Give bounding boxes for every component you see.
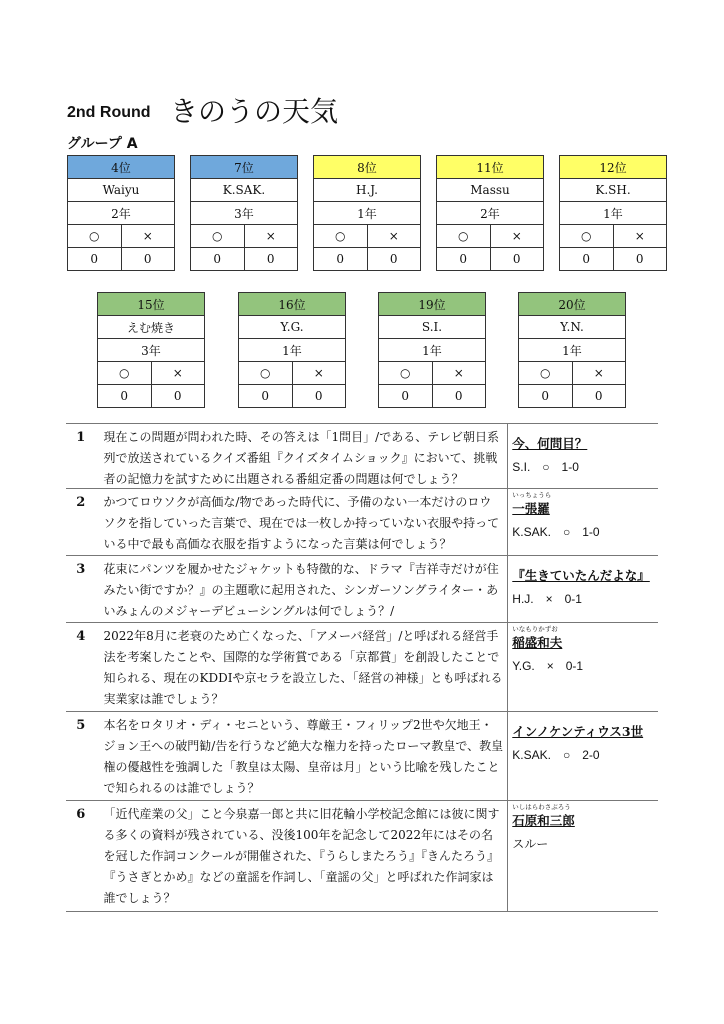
correct-mark-label: ○ [379, 362, 433, 385]
rank-cell: 12位 [560, 156, 667, 179]
wrong-mark-label: × [490, 225, 544, 248]
correct-count: 0 [314, 248, 368, 271]
wrong-mark-label: × [613, 225, 667, 248]
wrong-count: 0 [121, 248, 175, 271]
player-name: Y.N. [519, 316, 626, 339]
wrong-mark-label: × [572, 362, 626, 385]
player-grade: 3年 [98, 339, 205, 362]
rank-cell: 16位 [239, 293, 346, 316]
player-card [313, 155, 421, 271]
player-name: Y.G. [239, 316, 346, 339]
player-name: K.SH. [560, 179, 667, 202]
answer-ruby: いっちょうら [512, 491, 552, 499]
correct-mark-label: ○ [437, 225, 491, 248]
answer-text: 石原和三郎 [512, 813, 575, 828]
rank-cell: 4位 [68, 156, 175, 179]
answer-text: インノケンティウス3世 [512, 724, 644, 739]
answer-ruby: いしはらわさぶろう [512, 803, 571, 811]
page-title: きのうの天気 [170, 95, 339, 128]
wrong-count: 0 [572, 385, 626, 408]
player-card [436, 155, 544, 271]
wrong-count: 0 [244, 248, 298, 271]
player-card [67, 155, 175, 271]
answer-cell [508, 489, 658, 555]
correct-count: 0 [98, 385, 152, 408]
answer-result: K.SAK. ○ 1-0 [512, 525, 600, 539]
answer-ruby [512, 427, 658, 434]
wrong-mark-label: × [244, 225, 298, 248]
player-card [378, 292, 486, 408]
correct-count: 0 [519, 385, 573, 408]
correct-count: 0 [379, 385, 433, 408]
wrong-mark-label: × [432, 362, 486, 385]
answer-result: Y.G. × 0-1 [512, 659, 584, 673]
rank-cell: 8位 [314, 156, 421, 179]
question-row [66, 801, 658, 912]
answer-ruby: いなもりかずお [512, 625, 558, 633]
player-grade: 2年 [68, 202, 175, 225]
answer-result: スルー [512, 837, 549, 851]
question-text: かつてロウソクが高価な/物であった時代に、予備のない一本だけのロウソクを指していった言葉で、現在では一枚しか持っていない衣服や持っている中で最も高価な衣服を指すようになった言葉は何でしょう？ [96, 489, 509, 555]
answer-result: K.SAK. ○ 2-0 [512, 748, 600, 762]
correct-mark-label: ○ [98, 362, 152, 385]
answer-result: H.J. × 0-1 [512, 592, 582, 606]
question-row [66, 556, 658, 623]
correct-count: 0 [68, 248, 122, 271]
rank-cell: 20位 [519, 293, 626, 316]
wrong-count: 0 [432, 385, 486, 408]
player-grade: 1年 [239, 339, 346, 362]
player-name: S.I. [379, 316, 486, 339]
player-card [97, 292, 205, 408]
correct-count: 0 [560, 248, 614, 271]
player-card [559, 155, 667, 271]
correct-mark-label: ○ [314, 225, 368, 248]
player-name: Massu [437, 179, 544, 202]
player-card [518, 292, 626, 408]
player-card [238, 292, 346, 408]
question-row [66, 712, 658, 801]
question-number: 5 [76, 718, 86, 733]
player-name: K.SAK. [191, 179, 298, 202]
question-row [66, 623, 658, 712]
wrong-count: 0 [151, 385, 205, 408]
rank-cell: 11位 [437, 156, 544, 179]
answer-cell [508, 801, 658, 911]
wrong-count: 0 [367, 248, 421, 271]
player-grade: 1年 [519, 339, 626, 362]
question-text: 現在この問題が問われた時、その答えは「1問目」/である、テレビ朝日系列で放送されているクイズ番組『クイズタイムショック』において、挑戦者の記憶力を試すために出題される番組定番の問題は何でしょう？ [96, 424, 509, 488]
correct-mark-label: ○ [239, 362, 293, 385]
answer-ruby [512, 559, 658, 566]
round-label: 2nd Round [67, 104, 151, 121]
question-number: 6 [76, 807, 86, 822]
wrong-mark-label: × [151, 362, 205, 385]
wrong-count: 0 [490, 248, 544, 271]
question-text: 花束にパンツを履かせたジャケットも特徴的な、ドラマ『吉祥寺だけが住みたい街ですか？』の主題歌に起用された、シンガーソングライター・あいみょんのメジャーデビューシングルは何でしょう？/ [96, 556, 509, 622]
answer-text: 今、何問目？ [512, 436, 588, 451]
question-number: 1 [76, 430, 86, 445]
answer-cell [508, 424, 658, 488]
player-grade: 1年 [379, 339, 486, 362]
rank-cell: 19位 [379, 293, 486, 316]
wrong-count: 0 [292, 385, 346, 408]
player-grade: 1年 [314, 202, 421, 225]
player-name: えむ焼き [98, 316, 205, 339]
player-grade: 3年 [191, 202, 298, 225]
correct-count: 0 [437, 248, 491, 271]
question-text: 本名をロタリオ・ディ・セニという、尊厳王・フィリップ2世や欠地王・ジョン王への破門勧/告を行うなど絶大な権力を持ったローマ教皇で、教皇権の優越性を強調した「教皇は太陽、皇帝は月」という比喩を残したことで知られるのは誰でしょう？ [96, 712, 509, 800]
correct-count: 0 [239, 385, 293, 408]
question-number: 3 [76, 562, 86, 577]
answer-cell [508, 712, 658, 800]
wrong-count: 0 [613, 248, 667, 271]
wrong-mark-label: × [367, 225, 421, 248]
player-grade: 1年 [560, 202, 667, 225]
question-list [66, 423, 658, 912]
answer-text: 稲盛和夫 [512, 635, 563, 650]
question-row [66, 424, 658, 489]
correct-mark-label: ○ [519, 362, 573, 385]
answer-text: 『生きていたんだよな』 [512, 568, 650, 583]
player-grade: 2年 [437, 202, 544, 225]
answer-text: 一張羅 [512, 501, 550, 516]
answer-ruby [512, 715, 658, 722]
answer-cell [508, 556, 658, 622]
question-text: 2022年8月に老衰のため亡くなった、「アメーバ経営」/と呼ばれる経営手法を考案したことや、国際的な学術賞である「京都賞」を創設したことで知られる、現在のKDDIや京セラを設立した、「経営の神様」とも呼ばれる実業家は誰でしょう？ [96, 623, 509, 711]
rank-cell: 15位 [98, 293, 205, 316]
group-label: グループ A [67, 136, 138, 152]
correct-mark-label: ○ [191, 225, 245, 248]
player-name: Waiyu [68, 179, 175, 202]
answer-cell [508, 623, 658, 711]
correct-mark-label: ○ [560, 225, 614, 248]
player-name: H.J. [314, 179, 421, 202]
wrong-mark-label: × [121, 225, 175, 248]
correct-count: 0 [191, 248, 245, 271]
rank-cell: 7位 [191, 156, 298, 179]
question-number: 4 [76, 629, 86, 644]
correct-mark-label: ○ [68, 225, 122, 248]
question-row [66, 489, 658, 556]
wrong-mark-label: × [292, 362, 346, 385]
player-card [190, 155, 298, 271]
question-text: 「近代産業の父」こと今泉嘉一郎と共に旧花輪小学校記念館には彼に関する多くの資料が残されている、没後100年を記念して2022年にはその名を冠した作詞コンクールが開催された、『うらしまたろう』『きんたろう』『うさぎとかめ』などの童謡を作詞し、「童謡の父」と呼ばれた作詞家は誰でしょう？ [96, 801, 509, 911]
answer-result: S.I. ○ 1-0 [512, 460, 579, 474]
question-number: 2 [76, 495, 86, 510]
